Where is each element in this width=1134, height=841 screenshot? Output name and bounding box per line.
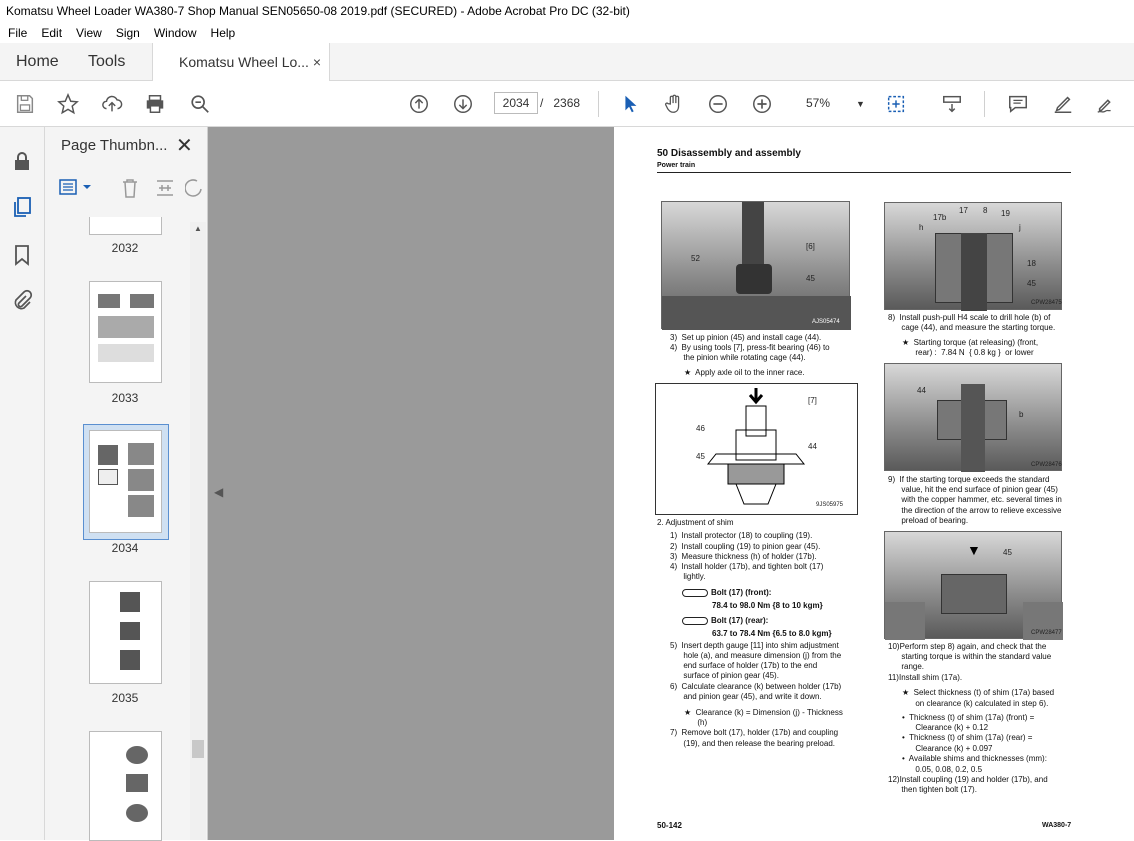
figure-label: 46: [696, 424, 705, 433]
zoom-select[interactable]: [792, 92, 864, 114]
figure-label: 18: [1027, 259, 1036, 268]
tab-document[interactable]: [152, 43, 330, 82]
step-text: lightly.: [670, 572, 706, 581]
chevron-down-icon: ▼: [856, 99, 865, 109]
zoom-value: 57%: [806, 96, 831, 110]
figure-label: 8: [983, 206, 988, 215]
step-text: 10)Perform step 8) again, and check that the: [888, 642, 1047, 651]
bullet-text: • Available shims and thicknesses (mm):: [902, 754, 1047, 763]
zoom-search-icon[interactable]: [186, 90, 214, 118]
note-text: rear) : 7.84 N { 0.8 kg } or lower: [902, 348, 1034, 357]
note-text: ★ Starting torque (at releasing) (front,: [902, 338, 1039, 347]
hand-icon[interactable]: [660, 90, 688, 118]
thumbnail-2034[interactable]: [89, 430, 162, 533]
step-text: 6) Calculate clearance (k) between holder (17b): [670, 682, 842, 691]
scroll-up-icon[interactable]: ▲: [194, 224, 202, 233]
menu-file[interactable]: File: [8, 26, 28, 40]
figure-code: AJS05474: [812, 319, 840, 325]
comment-icon[interactable]: [1004, 90, 1032, 118]
figure-coupling-photo: [884, 202, 1062, 310]
step-text: with the copper hammer, etc. several times in: [888, 495, 1062, 504]
figure-label: j: [1019, 223, 1021, 232]
step-text: value, hit the end surface of pinion gear (45): [888, 485, 1058, 494]
figure-code: CPW28477: [1031, 630, 1062, 636]
rotate-icon[interactable]: [185, 177, 203, 199]
figure-label: [6]: [806, 242, 815, 251]
note-text: ★ Clearance (k) = Dimension (j) - Thickness: [684, 708, 843, 717]
torque-label: Bolt (17) (front):: [711, 588, 772, 597]
figure-label: 19: [1001, 209, 1010, 218]
close-tab-icon[interactable]: ×: [312, 54, 321, 70]
step-text: and pinion gear (45), and write it down.: [670, 692, 822, 701]
highlight-icon[interactable]: [1049, 90, 1077, 118]
figure-label: [7]: [808, 396, 817, 405]
figure-hammer-photo: ▼ 45 CPW28477: [884, 531, 1062, 639]
tab-bar: [0, 43, 1134, 81]
bullet-text: 0.05, 0.08, 0.2, 0.5: [902, 765, 983, 774]
thumbnail-caption: 2032: [111, 241, 139, 255]
figure-press-fit-diagram: [655, 383, 858, 515]
step-text: 5) Insert depth gauge [11] into shim adjustment: [670, 641, 839, 650]
step-text: 8) Install push-pull H4 scale to drill hole (b) of: [888, 313, 1051, 322]
step-text: preload of bearing.: [888, 516, 969, 525]
tab-tools[interactable]: Tools: [88, 53, 126, 70]
figure-code: CPW28475: [1031, 300, 1062, 306]
step-text: end surface of holder (17b) to the end: [670, 661, 818, 670]
step-text: then tighten bolt (17).: [888, 785, 977, 794]
note-text: on clearance (k) calculated in step 6).: [902, 699, 1049, 708]
total-pages: 2368: [553, 96, 581, 110]
close-panel-icon[interactable]: ✕: [176, 135, 193, 157]
page-header: 50 Disassembly and assembly: [657, 148, 801, 159]
pdf-page: [614, 127, 1134, 840]
step-text: 4) Install holder (17b), and tighten bolt (17): [670, 562, 824, 571]
step-text: 3) Measure thickness (h) of holder (17b).: [670, 552, 817, 561]
step-text: 7) Remove bolt (17), holder (17b) and coupling: [670, 728, 839, 737]
figure-pinion-photo: [661, 201, 850, 329]
window-title: Komatsu Wheel Loader WA380-7 Shop Manual SEN05650-08 2019.pdf (SECURED) - Adobe Acrobat Pro DC (32-bit): [0, 0, 1134, 23]
menu-bar: [0, 23, 1134, 43]
menu-sign[interactable]: Sign: [115, 26, 140, 40]
figure-code: CPW28476: [1031, 462, 1062, 468]
thumbnail-caption: 2034: [111, 541, 139, 555]
figure-cage-photo: [884, 363, 1062, 471]
bullet-text: • Thickness (t) of shim (17a) (rear) =: [902, 733, 1033, 742]
wrench-icon: [682, 617, 708, 625]
zoom-in-icon[interactable]: [748, 90, 776, 118]
thumbnail-2032[interactable]: [89, 217, 162, 235]
figure-label: 45: [1027, 279, 1036, 288]
menu-edit[interactable]: Edit: [41, 26, 63, 40]
sign-icon[interactable]: [1092, 90, 1120, 118]
menu-view[interactable]: View: [76, 26, 102, 40]
page-number: 50-142: [657, 821, 682, 830]
figure-label: b: [1019, 410, 1024, 419]
menu-help[interactable]: Help: [210, 26, 236, 40]
thumbnail-2036[interactable]: [89, 731, 162, 841]
bullet-text: • Thickness (t) of shim (17a) (front) =: [902, 713, 1035, 722]
page-count: [540, 92, 580, 114]
attachment-icon[interactable]: [10, 289, 34, 313]
figure-label: h: [919, 223, 924, 232]
step-text: (19), and then release the bearing preload.: [670, 739, 835, 748]
tab-document-label: Komatsu Wheel Lo...: [179, 54, 309, 70]
step-text: starting torque is within the standard value: [888, 652, 1052, 661]
section-title: 2. Adjustment of shim: [657, 518, 734, 527]
select-cursor-icon[interactable]: [616, 90, 644, 118]
figure-label: 45: [806, 274, 815, 283]
figure-label: 44: [917, 386, 926, 395]
torque-value: 78.4 to 98.0 Nm {8 to 10 kgm}: [712, 601, 823, 610]
figure-label: 44: [808, 442, 817, 451]
note-text: ★ Select thickness (t) of shim (17a) based: [902, 688, 1055, 697]
bullet-text: Clearance (k) + 0.097: [902, 744, 993, 753]
panel-title: Page Thumbn...: [61, 137, 168, 154]
left-rail: [0, 127, 45, 840]
thumbnail-caption: 2033: [111, 391, 139, 405]
step-text: 9) If the starting torque exceeds the standard: [888, 475, 1050, 484]
torque-value: 63.7 to 78.4 Nm {6.5 to 8.0 kgm}: [712, 629, 832, 638]
star-icon[interactable]: [54, 90, 82, 118]
save-icon[interactable]: [11, 90, 39, 118]
step-text: 2) Install coupling (19) to pinion gear (45).: [670, 542, 821, 551]
options-icon[interactable]: [57, 175, 95, 199]
pages-icon[interactable]: [10, 195, 34, 219]
figure-label: 45: [696, 452, 705, 461]
thumbnail-panel: [45, 127, 208, 840]
header-rule: [657, 172, 1071, 173]
print-icon[interactable]: [141, 90, 169, 118]
fit-page-icon[interactable]: [882, 90, 910, 118]
step-text: the direction of the arrow to relieve excessive: [888, 506, 1062, 515]
page-down-icon[interactable]: [449, 90, 477, 118]
step-text: 11)Install shim (17a).: [888, 673, 963, 682]
figure-code: 9JS05975: [816, 502, 844, 508]
torque-label: Bolt (17) (rear):: [711, 616, 769, 625]
step-text: range.: [888, 662, 925, 671]
zoom-out-icon[interactable]: [704, 90, 732, 118]
figure-label: 17b: [933, 213, 947, 222]
insert-icon[interactable]: [154, 177, 176, 199]
step-text: hole (a), and measure dimension (j) from the: [670, 651, 842, 660]
thumbnail-2035[interactable]: [89, 581, 162, 684]
step-text: cage (44), and measure the starting torque.: [888, 323, 1056, 332]
trash-icon[interactable]: [120, 177, 140, 199]
figure-label: 52: [691, 254, 700, 263]
menu-window[interactable]: Window: [153, 26, 197, 40]
page-subheader: Power train: [657, 162, 696, 169]
step-text: 4) By using tools [7], press-fit bearing (46) to: [670, 343, 830, 352]
model-code: WA380-7: [1042, 822, 1072, 829]
upload-icon[interactable]: [98, 90, 126, 118]
wrench-icon: [682, 589, 708, 597]
tab-home[interactable]: Home: [16, 53, 59, 70]
figure-label: 45: [1003, 548, 1012, 557]
thumbnail-2033[interactable]: [89, 281, 162, 383]
page-up-icon[interactable]: [405, 90, 433, 118]
figure-label: 17: [959, 206, 968, 215]
page-sep: /: [540, 96, 544, 110]
step-text: 1) Install protector (18) to coupling (19).: [670, 531, 813, 540]
collapse-panel-icon[interactable]: ◀: [214, 485, 224, 499]
step-text: 3) Set up pinion (45) and install cage (44).: [670, 333, 822, 342]
page-number-input[interactable]: 2034: [494, 92, 538, 114]
bookmark-icon[interactable]: [10, 243, 34, 267]
thumbnail-scrollbar[interactable]: [190, 222, 206, 840]
note-text: (h): [684, 718, 708, 727]
step-text: the pinion while rotating cage (44).: [670, 353, 806, 362]
scroll-thumb[interactable]: [192, 740, 204, 758]
note-text: ★ Apply axle oil to the inner race.: [684, 368, 805, 377]
step-text: 12)Install coupling (19) and holder (17b), and: [888, 775, 1048, 784]
scroll-mode-icon[interactable]: [938, 90, 966, 118]
bullet-text: Clearance (k) + 0.12: [902, 723, 989, 732]
step-text: surface of pinion gear (45).: [670, 671, 779, 680]
lock-icon[interactable]: [10, 149, 34, 173]
thumbnail-caption: 2035: [111, 691, 139, 705]
